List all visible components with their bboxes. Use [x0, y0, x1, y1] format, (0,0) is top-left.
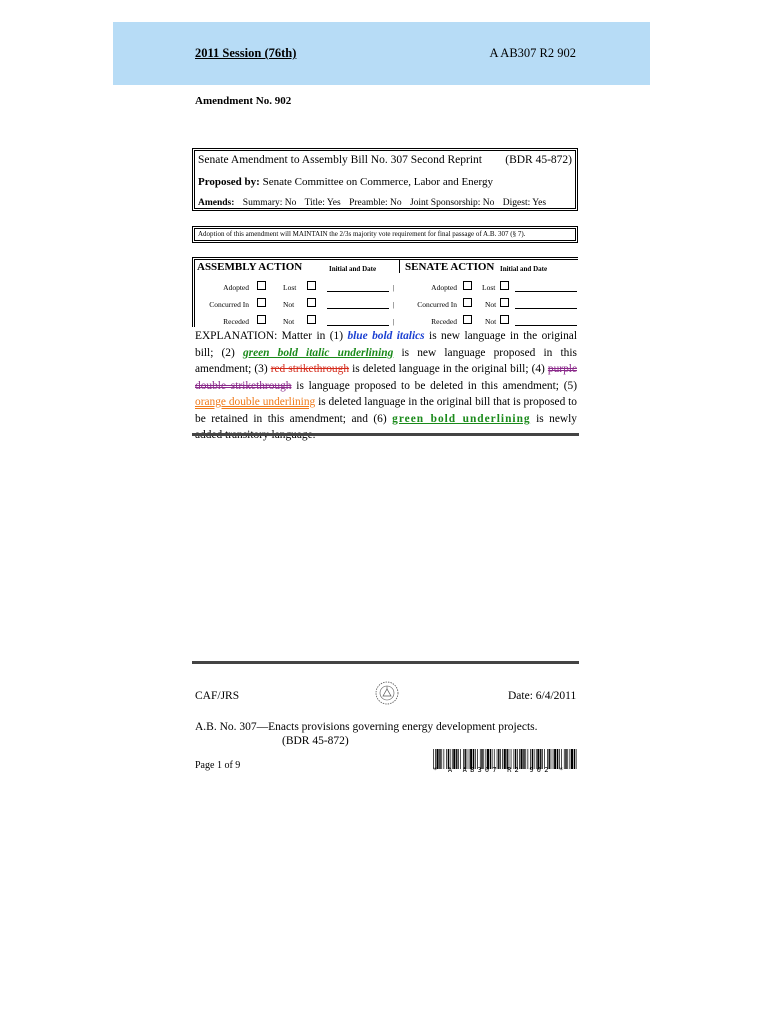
horizontal-rule [192, 661, 579, 664]
assembly-not-label: Not [283, 317, 295, 326]
action-table [192, 257, 578, 327]
senate-initial-line[interactable] [515, 291, 577, 292]
bar-separator: | [393, 317, 395, 326]
senate-concurred-checkbox[interactable] [463, 298, 472, 307]
assembly-lost-label: Lost [283, 283, 297, 292]
bdr-number: (BDR 45-872) [505, 154, 572, 166]
senate-not-label: Not [485, 300, 497, 309]
amends-preamble: Preamble: No [349, 198, 402, 208]
assembly-initial-line[interactable] [327, 291, 389, 292]
bill-reference: A AB307 R2 902 [489, 46, 576, 60]
amends-joint-sponsorship: Joint Sponsorship: No [409, 198, 495, 208]
senate-lost-label: Lost [482, 283, 496, 292]
assembly-initial-date: Initial and Date [329, 265, 377, 273]
assembly-action-title: ASSEMBLY ACTION [197, 261, 303, 273]
horizontal-rule [192, 433, 579, 436]
blue-bold-italics-sample: blue bold italics [347, 330, 425, 342]
author-initials: CAF/JRS [195, 690, 240, 702]
senate-not-checkbox[interactable] [500, 298, 509, 307]
proposed-label: Proposed by: [198, 176, 260, 188]
amendment-date: Date: 6/4/2011 [508, 690, 577, 702]
amends-summary: Summary: No [242, 198, 297, 208]
assembly-not-checkbox[interactable] [307, 298, 316, 307]
amends-line [198, 198, 552, 208]
amends-title: Title: Yes [304, 198, 341, 208]
assembly-concurred-label: Concurred In [209, 300, 249, 309]
vote-notice: Adoption of this amendment will MAINTAIN the 2/3s majority vote requirement for final passage of A.B. 307 (§ 7). [192, 226, 578, 243]
senate-initial-date: Initial and Date [500, 265, 548, 273]
senate-concurred-label: Concurred In [417, 300, 457, 309]
explanation-text: EXPLANATION: Matter in (1) [195, 330, 348, 342]
senate-adopted-checkbox[interactable] [463, 281, 472, 290]
senate-adopted-label: Adopted [431, 283, 457, 292]
amendment-number: Amendment No. 902 [195, 95, 292, 107]
explanation-text: is deleted language in the original bill that is proposed to be retained in this amendment; and (6) [195, 396, 577, 425]
green-bold-underline-sample: green bold underlining [392, 412, 531, 425]
header-band [113, 22, 650, 85]
session-label: 2011 Session (76th) [195, 46, 297, 60]
purple-double-strikethrough-sample: purple double strikethrough [195, 363, 578, 392]
assembly-adopted-checkbox[interactable] [257, 281, 266, 290]
summary-box [192, 148, 578, 211]
senate-not-checkbox[interactable] [500, 315, 509, 324]
explanation-text: is newly [536, 412, 578, 425]
red-strikethrough-sample: red strikethrough [270, 363, 350, 375]
assembly-receded-label: Receded [223, 317, 249, 326]
bar-separator: | [393, 283, 395, 292]
assembly-initial-line[interactable] [327, 308, 389, 309]
page-number: Page 1 of 9 [195, 760, 241, 771]
senate-initial-line[interactable] [515, 308, 577, 309]
explanation-text: is language proposed to be deleted in this amendment; (5) [291, 379, 577, 392]
assembly-adopted-label: Adopted [223, 283, 249, 292]
explanation-text: is new language proposed in this amendment; (3) [195, 346, 577, 375]
explanation-paragraph [195, 328, 577, 444]
senate-lost-checkbox[interactable] [500, 281, 509, 290]
amends-digest: Digest: Yes [502, 198, 547, 208]
barcode-text: * A AB307 R2 902 * [433, 766, 567, 774]
assembly-receded-checkbox[interactable] [257, 315, 266, 324]
explanation-text: is new language in the original bill; (2) [195, 330, 578, 359]
amendment-title: Senate Amendment to Assembly Bill No. 307 Second Reprint [198, 154, 482, 166]
senate-not-label: Not [485, 317, 497, 326]
senate-receded-label: Receded [431, 317, 457, 326]
assembly-not-checkbox[interactable] [307, 315, 316, 324]
proposed-value: Senate Committee on Commerce, Labor and Energy [262, 176, 494, 188]
senate-initial-line[interactable] [515, 325, 577, 326]
assembly-not-label: Not [283, 300, 295, 309]
senate-action-title: SENATE ACTION [405, 261, 495, 273]
orange-double-underline-sample: orange double underlining [195, 396, 316, 408]
assembly-concurred-checkbox[interactable] [257, 298, 266, 307]
footer-bdr: (BDR 45-872) [282, 735, 349, 747]
green-italic-underline-sample: green bold italic underlining [242, 346, 394, 359]
proposed-by [198, 176, 493, 188]
section-divider [399, 260, 400, 273]
assembly-lost-checkbox[interactable] [307, 281, 316, 290]
explanation-text: is deleted language in the original bill; (4) [349, 363, 548, 375]
amends-label: Amends: [198, 198, 235, 208]
assembly-initial-line[interactable] [327, 325, 389, 326]
bar-separator: | [393, 300, 395, 309]
state-seal-icon [374, 680, 400, 706]
bill-description: A.B. No. 307—Enacts provisions governing energy development projects. [195, 721, 538, 733]
senate-receded-checkbox[interactable] [463, 315, 472, 324]
